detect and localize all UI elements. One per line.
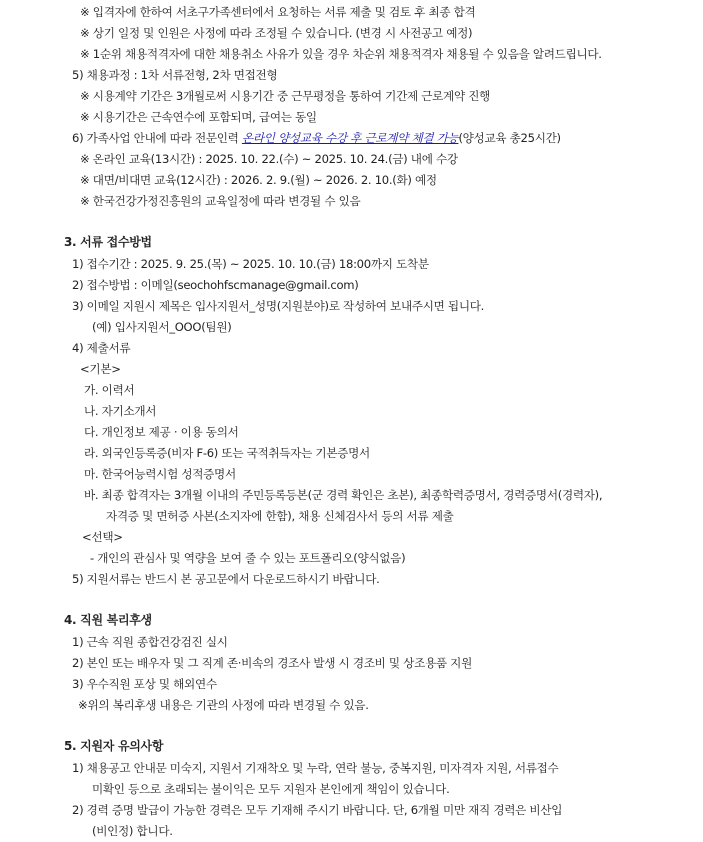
list-item-continuation: (비인정) 합니다. [92, 824, 173, 838]
list-item-text: 6) 가족사업 안내에 따라 전문인력 [72, 131, 242, 145]
note-line: ※ 대면/비대면 교육(12시간) : 2026. 2. 9.(월) ~ 2026. 2. 10.(화) 예정 [80, 173, 437, 187]
list-item: 5) 지원서류는 반드시 본 공고문에서 다운로드하시기 바랍니다. [72, 572, 380, 586]
example-line: (예) 입사지원서_OOO(팀원) [92, 320, 232, 334]
note-line: ※ 시용계약 기간은 3개월로써 시용기간 중 근무평정을 통하여 기간제 근로계약 진행 [80, 89, 491, 103]
list-item-continuation: 미확인 등으로 초래되는 불이익은 모두 지원자 본인에게 책임이 있습니다. [92, 782, 450, 796]
list-item: 1) 접수기간 : 2025. 9. 25.(목) ~ 2025. 10. 10.(금) 18:00까지 도착분 [72, 257, 429, 271]
doc-item: 가. 이력서 [84, 383, 135, 397]
doc-item: - 개인의 관심사 및 역량을 보여 줄 수 있는 포트폴리오(양식없음) [90, 551, 406, 565]
subheading-basic: <기본> [80, 362, 121, 376]
note-line: ※ 온라인 교육(13시간) : 2025. 10. 22.(수) ~ 2025. 10. 24.(금) 내에 수강 [80, 152, 458, 166]
list-item: 4) 제출서류 [72, 341, 131, 355]
doc-item-continuation: 자격증 및 면허증 사본(소지자에 한함), 채용 신체검사서 등의 서류 제출 [106, 509, 454, 523]
note-line: ※ 시용기간은 근속연수에 포함되며, 급여는 동일 [80, 110, 317, 124]
subheading-optional: <선택> [82, 530, 123, 544]
doc-item: 나. 자기소개서 [84, 404, 157, 418]
list-item: 2) 본인 또는 배우자 및 그 직계 존·비속의 경조사 발생 시 경조비 및 상조용품 지원 [72, 656, 472, 670]
doc-item: 라. 외국인등록증(비자 F-6) 또는 국적취득자는 기본증명서 [84, 446, 370, 460]
section-heading-5: 5. 지원자 유의사항 [64, 739, 164, 753]
section-heading-3: 3. 서류 접수방법 [64, 235, 152, 249]
list-item: 5) 채용과정 : 1차 서류전형, 2차 면접전형 [72, 68, 278, 82]
list-item [72, 130, 561, 146]
section-heading-4: 4. 직원 복리후생 [64, 613, 152, 627]
list-item: 2) 접수방법 : 이메일(seochohfscmanage@gmail.com) [72, 278, 359, 292]
online-training-link[interactable]: 온라인 양성교육 수강 후 근로계약 체결 가능 [241, 131, 459, 145]
list-item: 2) 경력 증명 발급이 가능한 경력은 모두 기재해 주시기 바랍니다. 단, 6개월 미만 재직 경력은 비산입 [72, 803, 563, 817]
doc-item: 바. 최종 합격자는 3개월 이내의 주민등록등본(군 경력 확인은 초본), 최종학력증명서, 경력증명서(경력자), [84, 488, 603, 502]
note-line: ※ 1순위 채용적격자에 대한 채용취소 사유가 있을 경우 차순위 채용적격자 채용될 수 있음을 알려드립니다. [80, 47, 602, 61]
doc-item: 다. 개인정보 제공 · 이용 동의서 [84, 425, 239, 439]
list-item: 1) 채용공고 안내문 미숙지, 지원서 기재착오 및 누락, 연락 불능, 중복지원, 미자격자 지원, 서류접수 [72, 761, 559, 775]
list-item: 1) 근속 직원 종합건강검진 실시 [72, 635, 228, 649]
note-line: ※ 한국건강가정진흥원의 교육일정에 따라 변경될 수 있음 [80, 194, 361, 208]
note-line: ※ 상기 일정 및 인원은 사정에 따라 조정될 수 있습니다. (변경 시 사전공고 예정) [80, 26, 473, 40]
list-item: 3) 이메일 지원시 제목은 입사지원서_성명(지원분야)로 작성하여 보내주시면 됩니다. [72, 299, 485, 313]
note-line: ※위의 복리후생 내용은 기관의 사정에 따라 변경될 수 있음. [78, 698, 369, 712]
doc-item: 마. 한국어능력시험 성적증명서 [84, 467, 236, 481]
note-line: ※ 입격자에 한하여 서초구가족센터에서 요청하는 서류 제출 및 검토 후 최종 합격 [80, 5, 476, 19]
list-item: 3) 우수직원 포상 및 해외연수 [72, 677, 217, 691]
list-item-text: (양성교육 총25시간) [458, 131, 561, 145]
